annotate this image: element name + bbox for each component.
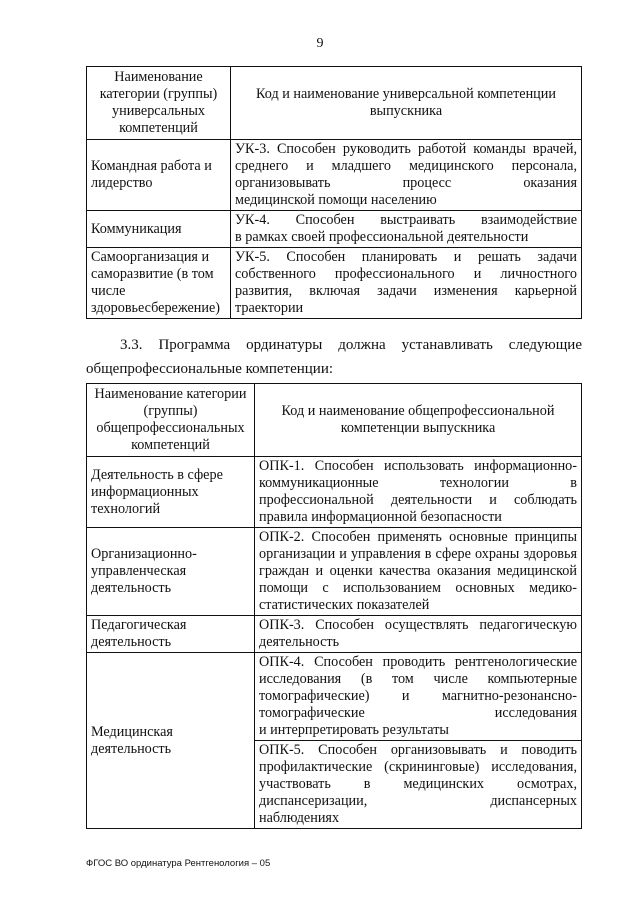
competence-text-end: наблюдениях — [259, 810, 340, 826]
paragraph-line-2: общепрофессиональные компетенции: — [86, 361, 334, 377]
competence-text-end: в рамках своей профессиональной деятельности — [235, 229, 529, 245]
competence-cell — [255, 616, 582, 653]
competence-text-end: деятельность — [259, 634, 340, 650]
competence-cell — [231, 248, 582, 319]
competence-text: УК-4. Способен выстраивать взаимодействие — [235, 212, 577, 228]
category-cell: Коммуникация — [87, 211, 231, 248]
table-row — [87, 528, 582, 616]
header-code-cell: Код и наименование универсальной компетенции выпускника — [231, 67, 582, 140]
category-cell: Медицинская деятельность — [87, 653, 255, 829]
competence-text: ОПК-2. Способен применять основные принципы организации и управления в сфере охраны здоровья граждан и оценки качества оказания медицинской помощи с использованием основных медико- — [259, 529, 577, 596]
table-row — [87, 140, 582, 211]
section-paragraph — [86, 333, 582, 381]
table-row — [87, 248, 582, 319]
competence-cell — [255, 653, 582, 741]
page-number: 9 — [316, 36, 324, 51]
table-row — [87, 211, 582, 248]
competence-text: ОПК-1. Способен использовать информационно-коммуникационные технологии в профессиональной деятельности и соблюдать — [259, 458, 577, 508]
category-cell: Педагогическая деятельность — [87, 616, 255, 653]
competence-cell — [231, 211, 582, 248]
category-cell: Деятельность в сфере информационных технологий — [87, 457, 255, 528]
competence-text-end: траектории — [235, 300, 304, 316]
header-code-cell: Код и наименование общепрофессиональной компетенции выпускника — [255, 384, 582, 457]
universal-competencies-table — [86, 66, 582, 319]
table-row — [87, 653, 582, 741]
competence-text: УК-5. Способен планировать и решать задачи собственного профессионального и личностного развития, включая задачи изменения карьерной — [235, 249, 577, 299]
competence-text-end: статистических показателей — [259, 597, 430, 613]
competence-cell — [231, 140, 582, 211]
general-professional-competencies-table — [86, 383, 582, 829]
competence-cell — [255, 741, 582, 829]
table-header-row — [87, 67, 582, 140]
header-category-cell: Наименование категории (группы) универсальных компетенций — [87, 67, 231, 140]
competence-text-end: медицинской помощи населению — [235, 192, 437, 208]
competence-text: ОПК-4. Способен проводить рентгенологические исследования (в том числе компьютерные томографические) и магнитно-резонансно-томографические исследования — [259, 654, 577, 721]
category-cell: Самоорганизация и саморазвитие (в том числе здоровьесбережение) — [87, 248, 231, 319]
competence-cell — [255, 528, 582, 616]
paragraph-line-1: 3.3. Программа ординатуры должна устанавливать следующие — [120, 337, 582, 353]
category-cell: Командная работа и лидерство — [87, 140, 231, 211]
competence-text: ОПК-3. Способен осуществлять педагогическую — [259, 617, 577, 633]
competence-text-end: правила информационной безопасности — [259, 509, 502, 525]
competence-text: УК-3. Способен руководить работой команды врачей, среднего и младшего медицинского персонала, организовывать процесс оказания — [235, 141, 577, 191]
footer-note: ФГОС ВО ординатура Рентгенология – 05 — [86, 858, 271, 869]
competence-cell — [255, 457, 582, 528]
category-cell: Организационно-управленческая деятельность — [87, 528, 255, 616]
competence-text: ОПК-5. Способен организовывать и поводить профилактические (скрининговые) исследования, участвовать в медицинских осмотрах, диспансеризации, диспансерных — [259, 742, 577, 809]
table-row — [87, 616, 582, 653]
header-category-cell: Наименование категории (группы) общепрофессиональных компетенций — [87, 384, 255, 457]
table-row — [87, 457, 582, 528]
competence-text-end: и интерпретировать результаты — [259, 722, 449, 738]
table-header-row — [87, 384, 582, 457]
